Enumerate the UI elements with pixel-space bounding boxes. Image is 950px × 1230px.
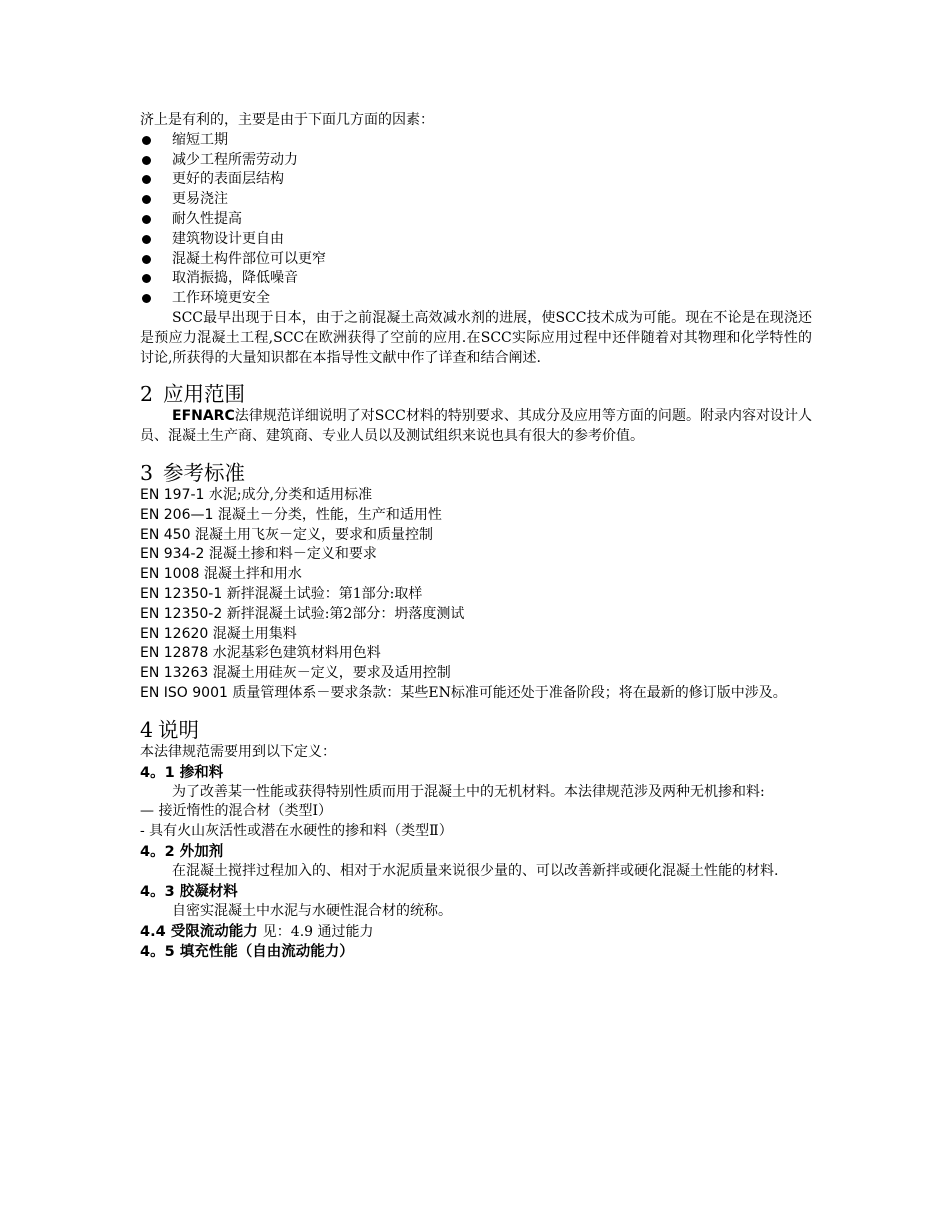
intro-line: 济上是有利的，主要是由于下面几方面的因素： <box>140 112 434 128</box>
definition-heading-binder: 4。3 胶凝材料 <box>140 883 238 900</box>
bullet-icon <box>142 136 151 145</box>
list-item: 减少工程所需劳动力 <box>140 151 812 171</box>
bullet-icon <box>142 235 151 244</box>
bullet-icon <box>142 274 151 283</box>
definition-item: — 接近惰性的混合材（类型Ⅰ） <box>140 803 332 820</box>
definition-body: 自密实混凝土中水泥与水硬性混合材的统称。 <box>172 902 452 919</box>
section-2-body: EFNARC法律规范详细说明了对SCC材料的特别要求、其成分及应用等方面的问题。附录内容对设计人员、混凝土生产商、建筑商、专业人员以及测试组织来说也具有很大的参考价值。 <box>140 408 812 445</box>
section-number: 2 <box>140 382 154 407</box>
section-title: 参考标准 <box>163 460 246 485</box>
document-page <box>140 111 812 962</box>
section-4-intro: 本法律规范需要用到以下定义： <box>140 743 336 760</box>
list-item: 混凝土构件部位可以更窄 <box>140 250 812 270</box>
list-item: 工作环境更安全 <box>140 289 812 309</box>
definition-heading-filling-ability: 4。5 填充性能（自由流动能力） <box>140 943 354 960</box>
definition-heading-restricted-flow: 4.4 受限流动能力 见：4.9 通过能力 <box>140 923 374 940</box>
history-paragraph: SCC最早出现于日本，由于之前混凝土高效减水剂的进展，使SCC技术成为可能。现在不论是在现浇还是预应力混凝土工程,SCC在欧洲获得了空前的应用.在SCC实际应用过程中还伴随着对其物理和化学特性的讨论,所获得的大量知识都在本指导性文献中作了详查和结合阐述. <box>140 309 812 366</box>
bullet-icon <box>142 195 151 204</box>
standard-item: EN ISO 9001 质量管理体系－要求条款：某些EN标准可能还处于准备阶段；将在最新的修订版中涉及。 <box>140 684 787 701</box>
bullet-icon <box>142 294 151 303</box>
section-2-heading <box>140 381 812 407</box>
standard-item: EN 197-1 水泥;成分,分类和适用标准 <box>140 486 373 503</box>
standard-item: EN 934-2 混凝土掺和料－定义和要求 <box>140 546 377 563</box>
definition-heading-admixture-chemical: 4。2 外加剂 <box>140 843 224 860</box>
bullet-icon <box>142 215 151 224</box>
bullet-icon <box>142 175 151 184</box>
section-3-heading <box>140 460 812 486</box>
standard-item: EN 12350-1 新拌混凝土试验：第1部分:取样 <box>140 585 423 602</box>
benefits-list <box>140 131 812 309</box>
definition-heading-admixture-mineral: 4。1 掺和料 <box>140 764 224 781</box>
section-number: 3 <box>140 460 154 485</box>
list-item: 缩短工期 <box>140 131 812 151</box>
definition-body: 在混凝土搅拌过程加入的、相对于水泥质量来说很少量的、可以改善新拌或硬化混凝土性能的材料. <box>172 862 779 879</box>
list-item: 建筑物设计更自由 <box>140 230 812 250</box>
list-item: 耐久性提高 <box>140 210 812 230</box>
standard-item: EN 13263 混凝土用硅灰－定义，要求及适用控制 <box>140 665 451 682</box>
list-item: 更易浇注 <box>140 190 812 210</box>
standard-item: EN 12620 混凝土用集料 <box>140 625 297 642</box>
bullet-icon <box>142 156 151 165</box>
list-item: 更好的表面层结构 <box>140 170 812 190</box>
section-number: 4 <box>140 717 154 742</box>
standard-item: EN 206—1 混凝土－分类，性能，生产和适用性 <box>140 506 442 523</box>
standards-list <box>140 486 812 704</box>
efnarc-label: EFNARC <box>172 408 235 425</box>
section-4-heading <box>140 717 812 743</box>
standard-item: EN 12350-2 新拌混凝土试验:第2部分：坍落度测试 <box>140 605 465 622</box>
list-item: 取消振捣，降低噪音 <box>140 269 812 289</box>
section-title: 应用范围 <box>163 382 246 407</box>
standard-item: EN 12878 水泥基彩色建筑材料用色料 <box>140 645 381 662</box>
bullet-icon <box>142 255 151 264</box>
cross-reference-note: 见：4.9 通过能力 <box>262 923 374 940</box>
standard-item: EN 1008 混凝土拌和用水 <box>140 566 302 583</box>
definition-item: - 具有火山灰活性或潜在水硬性的掺和料（类型Ⅱ） <box>140 823 453 840</box>
standard-item: EN 450 混凝土用飞灰－定义，要求和质量控制 <box>140 526 433 543</box>
definition-body: 为了改善某一性能或获得特别性质而用于混凝土中的无机材料。本法律规范涉及两种无机掺和料: <box>172 783 765 800</box>
section-title: 说明 <box>158 717 200 742</box>
